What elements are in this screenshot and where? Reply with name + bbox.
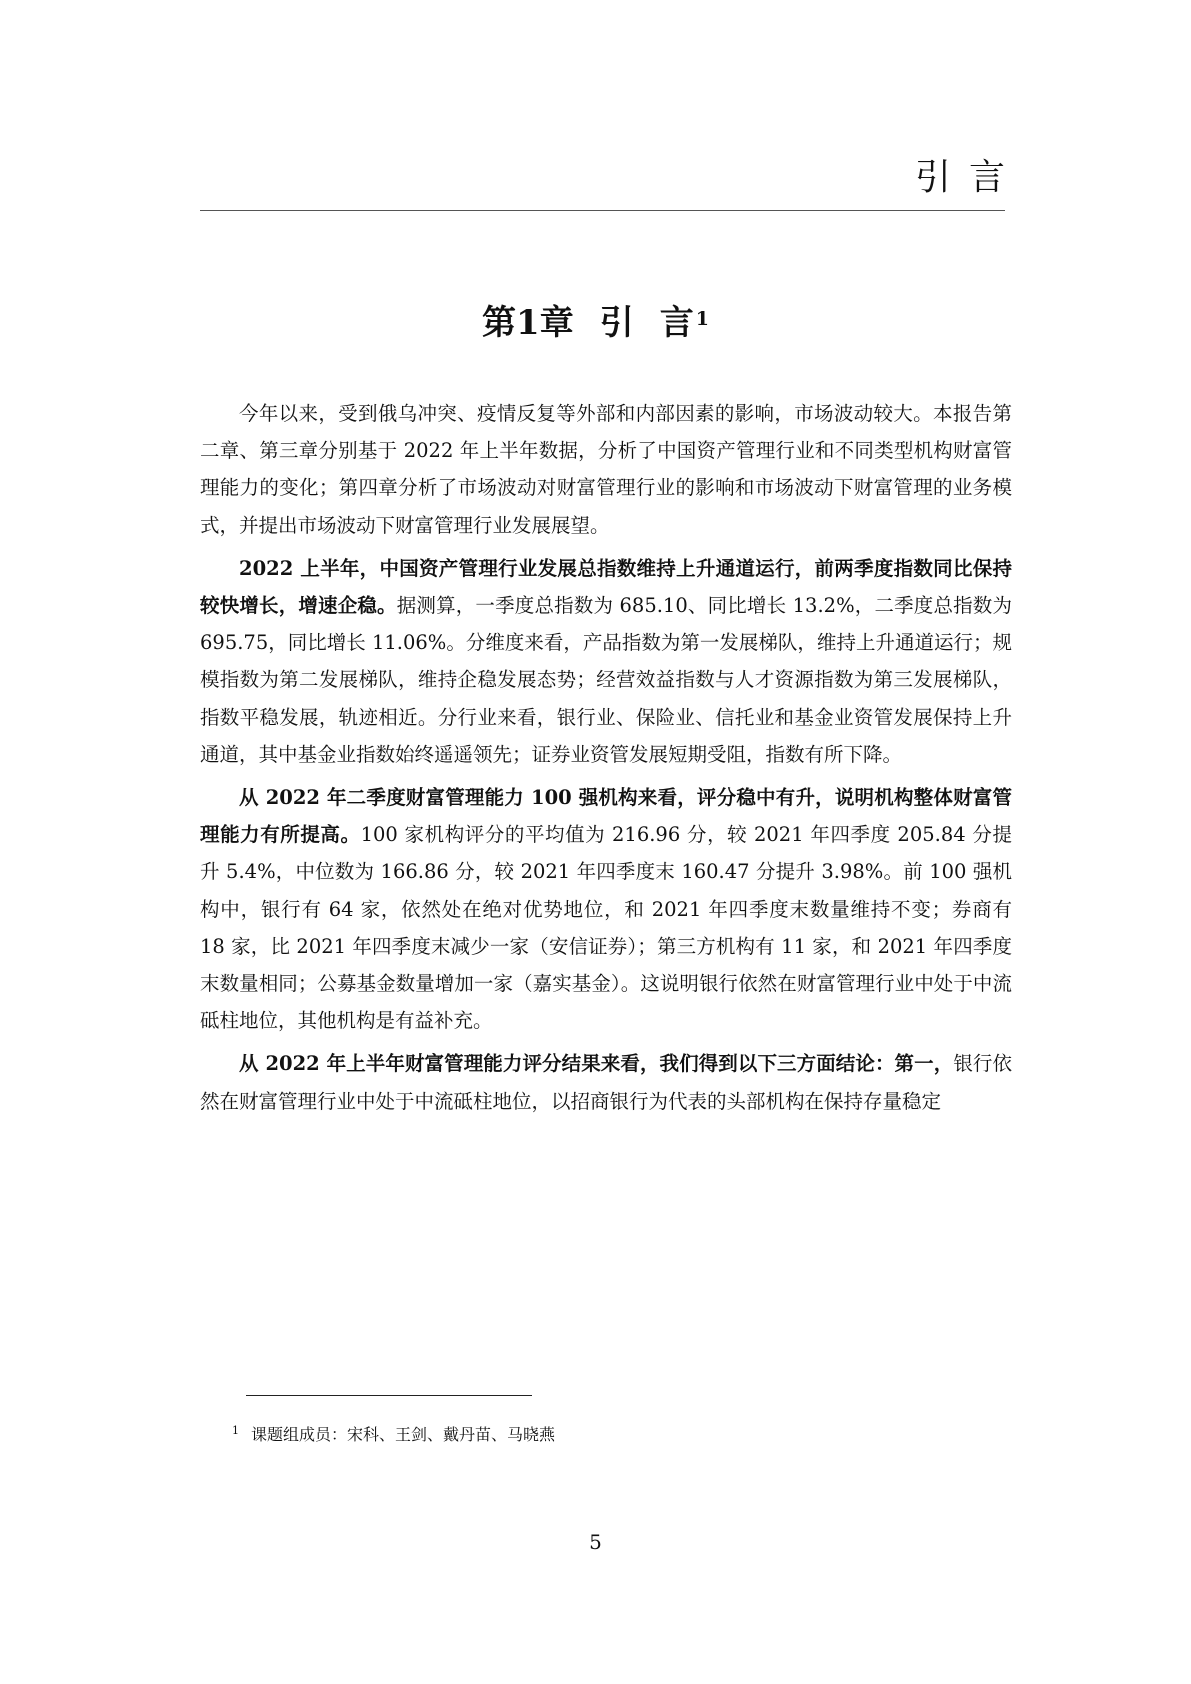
header-rule <box>200 210 1005 211</box>
paragraph-index-lead: 2022 上半年，中国资产管理行业发展总指数维持上升通道运行，前两季度指数同比保持较快增长，增速企稳。 <box>200 556 1012 618</box>
chapter-title-part2: 言 <box>659 303 694 343</box>
paragraph-conclusions-lead: 从 2022 年上半年财富管理能力评分结果来看，我们得到以下三方面结论：第一， <box>239 1052 954 1076</box>
chapter-number: 第1章 <box>482 303 574 343</box>
paragraph-conclusions <box>200 1045 1012 1119</box>
paragraph-index-body: 据测算，一季度总指数为 685.10、同比增长 13.2%，二季度总指数为 695.75，同比增长 11.06%。分维度来看，产品指数为第一发展梯队，维持上升通道运行；规模指数为第二发展梯队，维持企稳发展态势；经营效益指数与人才资源指数为第三发展梯队，指数平稳发展，轨迹相近。分行业来看，银行业、保险业、信托业和基金业资管发展保持上升通道，其中基金业指数始终遥遥领先；证券业资管发展短期受阻，指数有所下降。 <box>200 594 1012 766</box>
footnote-rule <box>246 1395 532 1396</box>
paragraph-intro: 今年以来，受到俄乌冲突、疫情反复等外部和内部因素的影响，市场波动较大。本报告第二章、第三章分别基于 2022 年上半年数据，分析了中国资产管理行业和不同类型机构财富管理能力的变化；第四章分析了市场波动对财富管理行业的影响和市场波动下财富管理的业务模式，并提出市场波动下财富管理行业发展展望。 <box>200 402 1012 537</box>
footnote-text: 课题组成员：宋科、王剑、戴丹苗、马晓燕 <box>251 1425 556 1444</box>
footnote-reference[interactable]: 1 <box>695 308 709 330</box>
body-text <box>200 395 1012 1126</box>
chapter-title-part1: 引 <box>599 303 634 343</box>
paragraph-top100 <box>200 779 1012 1039</box>
paragraph-index <box>200 550 1012 773</box>
chapter-title <box>0 298 1191 348</box>
page-number: 5 <box>589 1530 602 1554</box>
paragraph-top100-lead: 从 2022 年二季度财富管理能力 100 强机构来看，评分稳中有升，说明机构整体财富管理能力有所提高。 <box>200 786 1012 847</box>
paragraph-conclusions-body: 银行依然在财富管理行业中处于中流砥柱地位，以招商银行为代表的头部机构在保持存量稳定 <box>200 1052 1012 1113</box>
footnote <box>232 1424 555 1448</box>
footnote-mark: 1 <box>232 1424 239 1437</box>
running-header: 引言 <box>914 157 1023 198</box>
paragraph-top100-body: 100 家机构评分的平均值为 216.96 分，较 2021 年四季度 205.84 分提升 5.4%，中位数为 166.86 分，较 2021 年四季度末 160.47 分提升 3.98%。前 100 强机构中，银行有 64 家，依然处在绝对优势地位，和 2021 年四季度末数量维持不变；券商有 18 家，比 2021 年四季度末减少一家（安信证券）；第三方机构有 11 家，和 2021 年四季度末数量相同；公募基金数量增加一家（嘉实基金）。这说明银行依然在财富管理行业中处于中流砥柱地位，其他机构是有益补充。 <box>200 823 1012 1033</box>
